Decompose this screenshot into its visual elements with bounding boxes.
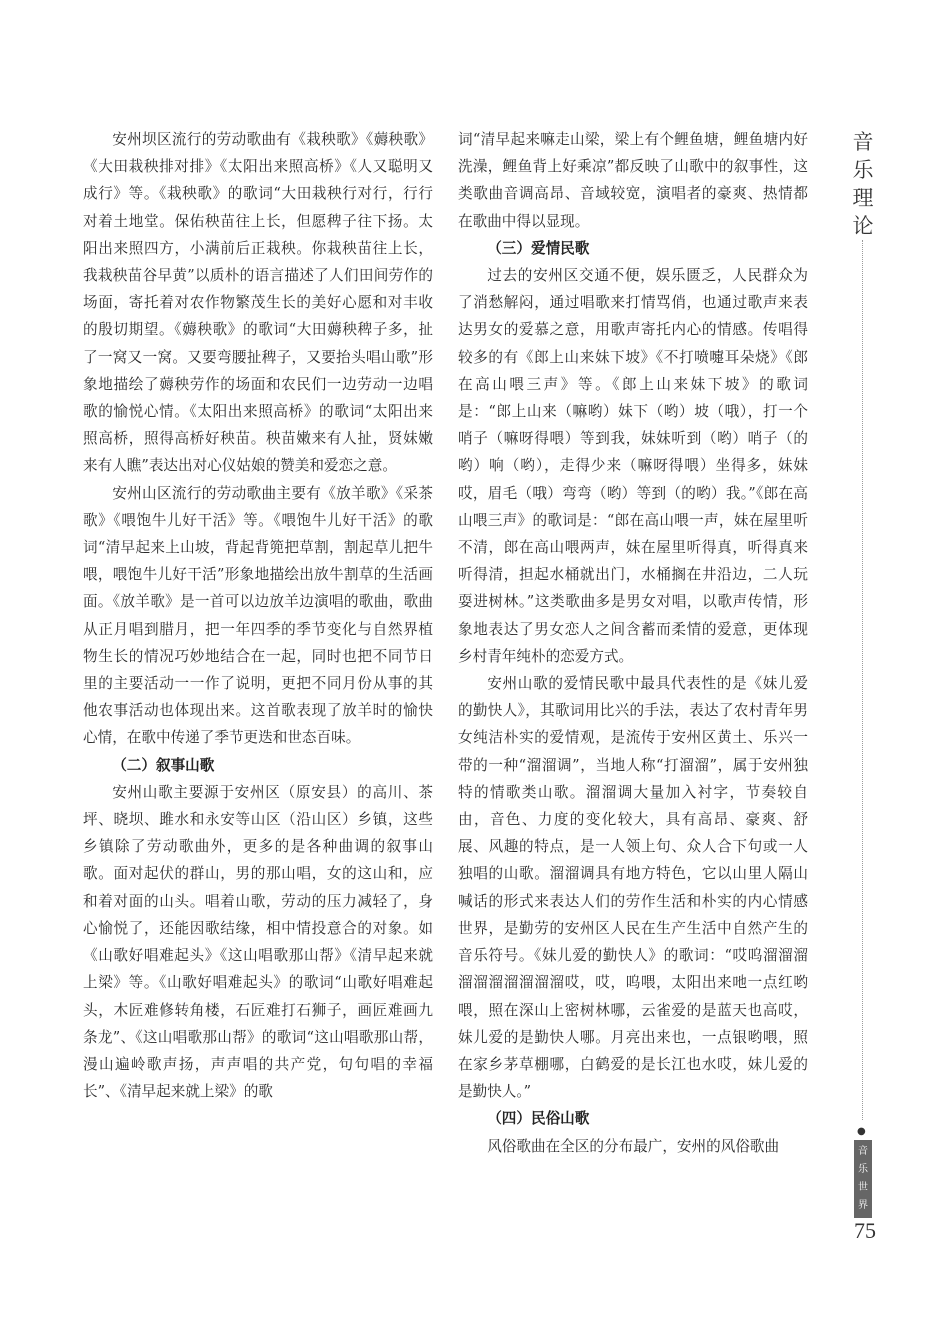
section-heading: （四）民俗山歌: [487, 1110, 590, 1128]
bullet-icon: ●: [857, 1126, 866, 1137]
section-title-char: 音: [852, 130, 874, 154]
page-number: 75: [854, 1218, 876, 1243]
paragraph-continued: 词“清早起来嘛走山梁，梁上有个鲤鱼塘，鲤鱼塘内好洗澡，鲤鱼背上好乘凉”都反映了山歌中的叙事性，这类歌曲音调高昂、音域较宽，演唱者的豪爽、热情都在歌曲中得以显现。: [458, 131, 808, 230]
paragraph: 安州山区流行的劳动歌曲主要有《放羊歌》《采茶歌》《喂饱牛儿好干活》等。《喂饱牛儿好干活》的歌词“清早起来上山坡，背起背篼把草割，割起草儿把牛喂，喂饱牛儿好干活”形象地描绘出放牛割草的生活画面。《放羊歌》是一首可以边放羊边演唱的歌曲，歌曲从正月唱到腊月，把一年四季的季节变化与自然界植物生长的情况巧妙地结合在一起，同时也把不同节日里的主要活动一一作了说明，更把不同月份从事的其他农事活动也体现出来。这首歌表现了放羊时的愉快心情，在歌中传递了季节更迭和世态百味。: [83, 484, 433, 747]
paragraph: 风俗歌曲在全区的分布最广，安州的风俗歌曲: [487, 1137, 780, 1155]
section-title-char: 理: [852, 186, 874, 210]
section-heading: （三）爱情民歌: [487, 239, 590, 257]
left-column: [83, 126, 433, 1105]
journal-tag-char: 世: [858, 1182, 868, 1193]
paragraph: 安州山歌主要源于安州区（原安县）的高川、茶坪、晓坝、雎水和永安等山区（沿山区）乡镇，这些乡镇除了劳动歌曲外，更多的是各种曲调的叙事山歌。面对起伏的群山，男的那山唱，女的这山和，应和着对面的山头。唱着山歌，劳动的压力减轻了，身心愉悦了，还能因歌结缘，相中情投意合的对象。如《山歌好唱难起头》《这山唱歌那山帮》《清早起来就上梁》等。《山歌好唱难起头》的歌词“山歌好唱难起头，木匠难修转角楼，石匠难打石狮子，画匠难画九条龙”、《这山唱歌那山帮》的歌词“这山唱歌那山帮，漫山遍岭歌声扬，声声唱的共产党，句句唱的幸福长”、《清早起来就上梁》的歌: [83, 783, 433, 1101]
right-column: [458, 126, 808, 1160]
section-title-vertical: [846, 128, 880, 240]
paragraph: 安州坝区流行的劳动歌曲有《栽秧歌》《薅秧歌》《大田栽秧排对排》《太阳出来照高桥》《人又聪明又成行》等。《栽秧歌》的歌词“大田栽秧行对行，行行对着土地堂。保佑秧苗往上长，但愿稗子往下扬。太阳出来照四方，小满前后正栽秧。你栽秧苗往上长，我栽秧苗谷早黄”以质朴的语言描述了人们田间劳作的场面，寄托着对农作物繁茂生长的美好心愿和对丰收的殷切期望。《薅秧歌》的歌词“大田薅秧稗子多，扯了一窝又一窝。又要弯腰扯稗子，又要抬头唱山歌”形象地描绘了薅秧劳作的场面和农民们一边劳动一边唱歌的愉悦心情。《太阳出来照高桥》的歌词“太阳出来照高桥，照得高桥好秧苗。秧苗嫩来有人扯，贤妹嫩来有人瞧”表达出对心仪姑娘的赞美和爱恋之意。: [83, 131, 433, 475]
journal-tag-char: 界: [858, 1200, 868, 1211]
paragraph: 过去的安州区交通不便，娱乐匮乏，人民群众为了消愁解闷，通过唱歌来打情骂俏，也通过歌声来表达男女的爱慕之意，用歌声寄托内心的情感。传唱得较多的有《郎上山来妹下坡》《不打喷嚏耳朵烧》《郎在高山喂三声》等。《郎上山来妹下坡》的歌词是：“郎上山来（嘛哟）妹下（哟）坡（哦），打一个哨子（嘛呀得喂）等到我，妹妹听到（哟）哨子（的哟）响（哟），走得少来（嘛呀得喂）坐得多，妹妹哎，眉毛（哦）弯弯（哟）等到（的哟）我。”《郎在高山喂三声》的歌词是：“郎在高山喂一声，妹在屋里听不清，郎在高山喂两声，妹在屋里听得真，听得真来听得清，担起水桶就出门，水桶搁在井沿边，二人玩耍进树林。”这类歌曲多是男女对唱，以歌声传情，形象地表达了男女恋人之间含蓄而柔情的爱意，更体现乡村青年纯朴的恋爱方式。: [458, 267, 808, 665]
journal-tag-char: 音: [858, 1146, 868, 1157]
section-title-char: 乐: [852, 158, 874, 182]
dotted-divider: [862, 240, 863, 1120]
journal-name-tag: [854, 1140, 872, 1218]
section-heading: （二）叙事山歌: [112, 756, 215, 774]
journal-tag-char: 乐: [858, 1164, 868, 1175]
paragraph: 安州山歌的爱情民歌中最具代表性的是《妹儿爱的勤快人》，其歌词用比兴的手法，表达了农村青年男女纯洁朴实的爱情观，是流传于安州区黄土、乐兴一带的一种“溜溜调”，当地人称“打溜溜”，属于安州独特的情歌类山歌。溜溜调大量加入衬字，节奏较自由，音色、力度的变化较大，具有高昂、豪爽、舒展、风趣的特点，是一人领上句、众人合下句或一人独唱的山歌。溜溜调具有地方特色，它以山里人隔山喊话的形式来表达人们的劳作生活和朴实的内心情感世界，是勤劳的安州区人民在生产生活中自然产生的音乐符号。《妹儿爱的勤快人》的歌词：“哎呜溜溜溜溜溜溜溜溜溜溜哎，哎，呜喂，太阳出来吔一点红哟喂，照在深山上密树林哪，云雀爱的是蓝天也高哎，妹儿爱的是勤快人哪。月亮出来也，一点银哟喂，照在家乡茅草棚哪，白鹤爱的是长江也水哎，妹儿爱的是勤快人。”: [458, 675, 808, 1101]
section-title-char: 论: [852, 214, 874, 238]
